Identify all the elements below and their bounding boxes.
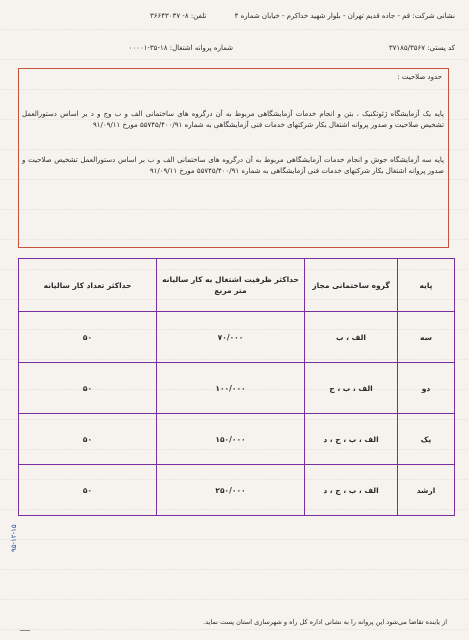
cell-max-jobs: ۵۰ xyxy=(19,465,157,516)
phone-value: ۸- ۳۶۶۴۳۰۳۷ xyxy=(150,12,189,20)
license-number xyxy=(129,44,233,52)
license-label: شماره پروانه اشتغال: xyxy=(169,44,233,52)
table-row xyxy=(19,414,455,465)
cell-max-jobs: ۵۰ xyxy=(19,414,157,465)
cell-capacity: ۱۰۰/۰۰۰ xyxy=(157,363,305,414)
cell-groups: الف ، ب xyxy=(305,312,398,363)
postal-code xyxy=(389,44,455,52)
address-value: قم - جاده قدیم تهران - بلوار شهید خداکرم - خیابان شماره ۴ xyxy=(234,12,411,20)
license-value: ۱۸-۳۵-۰۰۰۰۱ xyxy=(128,44,168,52)
cell-grade: دو xyxy=(398,363,455,414)
header-capacity xyxy=(157,259,305,312)
header-groups: گروه ساختمانی مجاز xyxy=(305,259,398,312)
scope-of-competence-box xyxy=(18,68,449,248)
cell-grade: سه xyxy=(398,312,455,363)
cell-capacity: ۱۵۰/۰۰۰ xyxy=(157,414,305,465)
scope-title: حدود صلاحیت : xyxy=(397,73,442,81)
header-capacity-line1: حداکثر ظرفیت اشتغال به کار سالیانه xyxy=(162,275,299,284)
table-row xyxy=(19,363,455,414)
cell-groups: الف ، ب ، ج ، د xyxy=(305,414,398,465)
cell-grade: ارشد xyxy=(398,465,455,516)
address-label: نشانی شرکت: xyxy=(412,12,455,20)
table-header-row xyxy=(19,259,455,312)
company-phone xyxy=(150,12,206,20)
cell-capacity: ۷۰/۰۰۰ xyxy=(157,312,305,363)
header-grade: پایه xyxy=(398,259,455,312)
cell-groups: الف ، ب ، ج ، د xyxy=(305,465,398,516)
header-max-jobs: حداکثر تعداد کار سالیانه xyxy=(19,259,157,312)
company-address xyxy=(235,12,455,20)
table-row xyxy=(19,312,455,363)
footer-mark xyxy=(20,624,30,631)
scope-paragraph-1: پایه یک آزمایشگاه ژئوتکنیک ، بتن و انجام خدمات آزمایشگاهی مربوط به آن درگروه های ساختمانی الف و ب وج و د بر اساس دستورالعمل تشخیص صلاحیت و صدور پروانه اشتغال بکار شرکتهای خدمات فنی آزمایشگاهی به شماره ۵۵۷۴۵/۴۰۰/۹۱ مورخ ۹۱/۰۹/۱۱ xyxy=(22,110,444,129)
phone-label: تلفن: xyxy=(190,12,207,20)
grade-capacity-table xyxy=(18,258,455,516)
postal-value: ۳۷۱۸۵/۳۵۶۷ xyxy=(388,44,426,52)
cell-groups: الف ، ب ، ج xyxy=(305,363,398,414)
cell-capacity: ۲۵۰/۰۰۰ xyxy=(157,465,305,516)
postal-label: کد پستی: xyxy=(427,44,455,52)
table-row xyxy=(19,465,455,516)
handwritten-date: ۹۵-۱۲-۱۵ xyxy=(10,524,18,552)
header-capacity-line2: متر مربع xyxy=(214,286,247,295)
cell-max-jobs: ۵۰ xyxy=(19,363,157,414)
cell-max-jobs: ۵۰ xyxy=(19,312,157,363)
cell-grade: یک xyxy=(398,414,455,465)
scope-paragraph-2: پایه سه آزمایشگاه جوش و انجام خدمات آزمایشگاهی مربوط به آن درگروه های ساختمانی الف و ب بر اساس دستورالعمل تشخیص صلاحیت و صدور پروانه اشتغال بکار شرکتهای خدمات فنی آزمایشگاهی به شماره ۵۵۷۴۵/۴۰۰/۹۱ مورخ ۹۱/۰۹/۱۱ xyxy=(22,156,444,175)
footer-note: از یابنده تقاضا می‌شود این پروانه را به نشانی اداره کل راه و شهرسازی استان پست نماید. xyxy=(203,618,447,626)
